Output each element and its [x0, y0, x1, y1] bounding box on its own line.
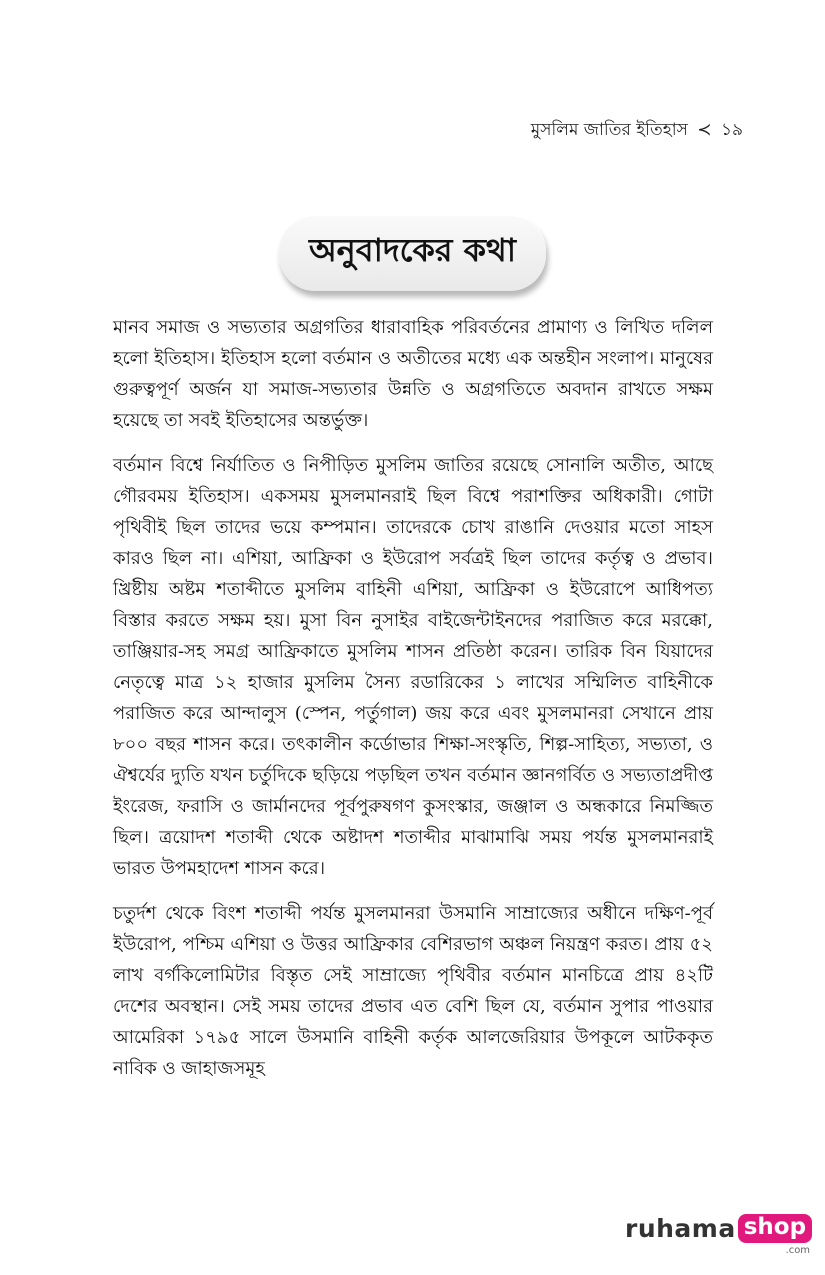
paragraph: বর্তমান বিশ্বে নির্যাতিত ও নিপীড়িত মুসলিম জাতির রয়েছে সোনালি অতীত, আছে গৌরবময় ইতিহাস। একসময় মুসলমানরাই ছিল বিশ্বে পরাশক্তির অধিকারী। গোটা পৃথিবীই ছিল তাদের ভয়ে কম্পমান। তাদেরকে চোখ রাঙানি দেওয়ার মতো সাহস কারও ছিল না। এশিয়া, আফ্রিকা ও ইউরোপ সর্বত্রই ছিল তাদের কর্তৃত্ব ও প্রভাব। খ্রিষ্টীয় অষ্টম শতাব্দীতে মুসলিম বাহিনী এশিয়া, আফ্রিকা ও ইউরোপে আধিপত্য বিস্তার করতে সক্ষম হয়। মুসা বিন নুসাইর বাইজেন্টাইনদের পরাজিত করে মরক্কো, তাঞ্জিয়ার-সহ সমগ্র আফ্রিকাতে মুসলিম শাসন প্রতিষ্ঠা করেন। তারিক বিন যিয়াদের নেতৃত্বে মাত্র ১২ হাজার মুসলিম সৈন্য রডারিকের ১ লাখের সম্মিলিত বাহিনীকে পরাজিত করে আন্দালুস (স্পেন, পর্তুগাল) জয় করে এবং মুসলমানরা সেখানে প্রায় ৮০০ বছর শাসন করে। তৎকালীন কর্ডোভার শিক্ষা-সংস্কৃতি, শিল্প-সাহিত্য, সভ্যতা, ও ঐশ্বর্যের দ্যুতি যখন চর্তুদিকে ছড়িয়ে পড়ছিল তখন বর্তমান জ্ঞানগর্বিত ও সভ্যতাপ্রদীপ্ত ইংরেজ, ফরাসি ও জার্মানদের পূর্বপুরুষগণ কুসংস্কার, জঞ্জাল ও অন্ধকারে নিমজ্জিত ছিল। ত্রয়োদশ শতাব্দী থেকে অষ্টাদশ শতাব্দীর মাঝামাঝি সময় পর্যন্ত মুসলমানরাই ভারত উপমহাদেশ শাসন করে। — [113, 455, 713, 879]
logo-tld: .com — [785, 1245, 811, 1256]
paragraph: চতুর্দশ থেকে বিংশ শতাব্দী পর্যন্ত মুসলমানরা উসমানি সাম্রাজ্যের অধীনে দক্ষিণ-পূর্ব ইউরোপ, পশ্চিম এশিয়া ও উত্তর আফ্রিকার বেশিরভাগ অঞ্চল নিয়ন্ত্রণ করত। প্রায় ৫২ লাখ বর্গকিলোমিটার বিস্তৃত সেই সাম্রাজ্যে পৃথিবীর বর্তমান মানচিত্রে প্রায় ৪২টি দেশের অবস্থান। সেই সময় তাদের প্রভাব এত বেশি ছিল যে, বর্তমান সুপার পাওয়ার আমেরিকা ১৭৯৫ সালে উসমানি বাহিনী কর্তৃক আলজেরিয়ার উপকূলে আটককৃত নাবিক ও জাহাজসমূহ — [113, 903, 713, 1079]
logo-name: ruhama — [625, 1214, 736, 1243]
book-title: মুসলিম জাতির ইতিহাস — [530, 120, 688, 140]
header-separator: ≺ — [697, 120, 712, 140]
publisher-logo — [625, 1214, 812, 1256]
page-number: ১৯ — [720, 120, 743, 140]
body-text — [113, 312, 713, 1098]
logo-shop-badge: shop — [738, 1214, 812, 1243]
paragraph: মানব সমাজ ও সভ্যতার অগ্রগতির ধারাবাহিক পরিবর্তনের প্রামাণ্য ও লিখিত দলিল হলো ইতিহাস। ইতিহাস হলো বর্তমান ও অতীতের মধ্যে এক অন্তহীন সংলাপ। মানুষের গুরুত্বপূর্ণ অর্জন যা সমাজ-সভ্যতার উন্নতি ও অগ্রগতিতে অবদান রাখতে সক্ষম হয়েছে তা সবই ইতিহাসের অন্তর্ভুক্ত। — [113, 317, 713, 431]
section-title: অনুবাদকের কথা — [279, 215, 546, 291]
running-header — [531, 117, 743, 145]
section-title-container — [0, 215, 825, 291]
